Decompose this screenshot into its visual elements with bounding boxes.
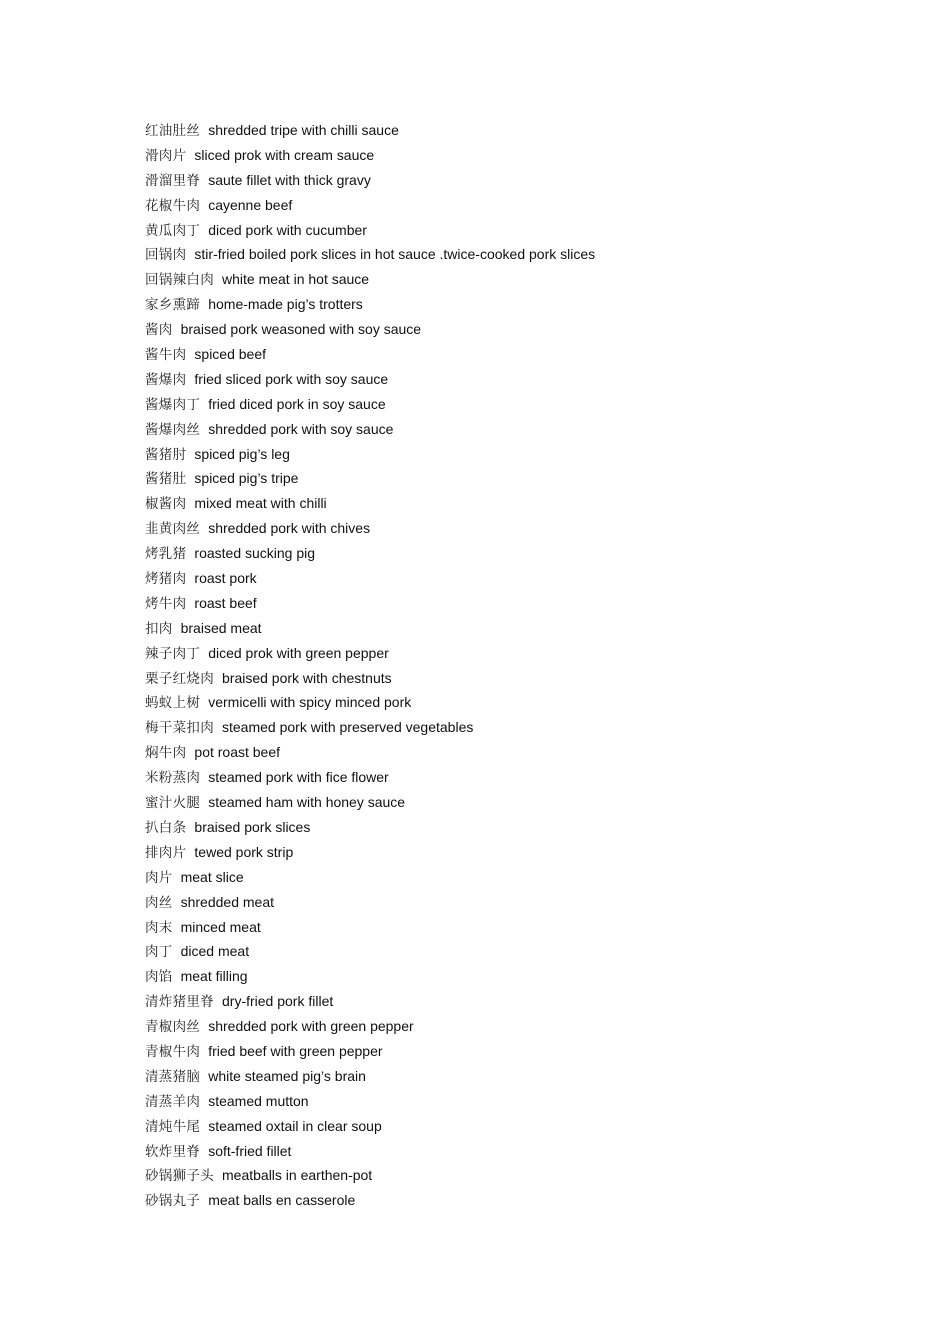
chinese-term: 清炖牛尾 — [145, 1118, 201, 1135]
chinese-term: 辣子肉丁 — [145, 645, 201, 662]
glossary-entry — [145, 143, 595, 168]
chinese-term: 滑溜里脊 — [145, 172, 201, 189]
english-translation: vermicelli with spicy minced pork — [208, 694, 412, 711]
english-translation: braised pork with chestnuts — [222, 669, 392, 686]
chinese-term: 排肉片 — [145, 844, 187, 861]
glossary-entry — [145, 964, 595, 989]
english-translation: roasted sucking pig — [194, 545, 316, 562]
english-translation: shredded pork with green pepper — [208, 1018, 414, 1035]
english-translation: soft-fried fillet — [208, 1142, 292, 1159]
glossary-entry — [145, 1163, 595, 1188]
chinese-term: 酱肉 — [145, 322, 173, 339]
glossary-entry — [145, 1064, 595, 1089]
chinese-term: 韭黄肉丝 — [145, 521, 201, 538]
glossary-entry — [145, 317, 595, 342]
english-translation: pot roast beef — [194, 744, 281, 761]
chinese-term: 回锅肉 — [145, 247, 187, 264]
chinese-term: 烤乳猪 — [145, 546, 187, 563]
chinese-term: 清蒸猪脑 — [145, 1068, 201, 1085]
chinese-term: 扣肉 — [145, 620, 173, 637]
glossary-entry — [145, 218, 595, 243]
chinese-term: 烤牛肉 — [145, 595, 187, 612]
english-translation: white steamed pig’s brain — [208, 1067, 366, 1084]
glossary-entry — [145, 267, 595, 292]
chinese-term: 椒酱肉 — [145, 496, 187, 513]
glossary-entry — [145, 1188, 595, 1213]
english-translation: fried beef with green pepper — [208, 1042, 383, 1059]
english-translation: white meat in hot sauce — [222, 271, 370, 288]
english-translation: home-made pig’s trotters — [208, 296, 363, 313]
chinese-term: 肉馅 — [145, 969, 173, 986]
english-translation: diced prok with green pepper — [208, 644, 389, 661]
glossary-entry — [145, 566, 595, 591]
chinese-term: 黄瓜肉丁 — [145, 222, 201, 239]
chinese-term: 扒白条 — [145, 819, 187, 836]
glossary-entry — [145, 193, 595, 218]
chinese-term: 梅干菜扣肉 — [145, 720, 214, 737]
english-translation: mixed meat with chilli — [194, 495, 327, 512]
glossary-entry — [145, 392, 595, 417]
chinese-term: 砂锅丸子 — [145, 1193, 201, 1210]
glossary-entry — [145, 641, 595, 666]
english-translation: steamed mutton — [208, 1092, 309, 1109]
english-translation: cayenne beef — [208, 196, 293, 213]
glossary-entry — [145, 118, 595, 143]
english-translation: steamed oxtail in clear soup — [208, 1117, 382, 1134]
english-translation: shredded pork with chives — [208, 520, 371, 537]
glossary-entry — [145, 915, 595, 940]
english-translation: sliced prok with cream sauce — [194, 146, 375, 163]
chinese-term: 酱爆肉 — [145, 371, 187, 388]
english-translation: meat slice — [180, 868, 244, 885]
chinese-term: 酱爆肉丁 — [145, 396, 201, 413]
chinese-term: 滑肉片 — [145, 147, 187, 164]
chinese-term: 酱爆肉丝 — [145, 421, 201, 438]
chinese-term: 肉片 — [145, 869, 173, 886]
glossary-entry — [145, 790, 595, 815]
english-translation: dry-fried pork fillet — [222, 993, 334, 1010]
english-translation: roast beef — [194, 594, 257, 611]
glossary-list — [145, 118, 595, 1213]
english-translation: diced meat — [180, 943, 250, 960]
english-translation: meat filling — [180, 968, 248, 985]
english-translation: diced pork with cucumber — [208, 221, 367, 238]
glossary-entry — [145, 890, 595, 915]
chinese-term: 栗子红烧肉 — [145, 670, 214, 687]
chinese-term: 烤猪肉 — [145, 571, 187, 588]
english-translation: fried sliced pork with soy sauce — [194, 370, 389, 387]
glossary-entry — [145, 292, 595, 317]
glossary-entry — [145, 1089, 595, 1114]
chinese-term: 清蒸羊肉 — [145, 1093, 201, 1110]
english-translation: spiced beef — [194, 346, 267, 363]
chinese-term: 肉丝 — [145, 894, 173, 911]
english-translation: braised pork slices — [194, 818, 311, 835]
chinese-term: 花椒牛肉 — [145, 197, 201, 214]
glossary-entry — [145, 989, 595, 1014]
glossary-entry — [145, 1039, 595, 1064]
chinese-term: 肉末 — [145, 919, 173, 936]
chinese-term: 米粉蒸肉 — [145, 770, 201, 787]
chinese-term: 家乡熏蹄 — [145, 297, 201, 314]
glossary-entry — [145, 715, 595, 740]
english-translation: fried diced pork in soy sauce — [208, 395, 386, 412]
english-translation: braised pork weasoned with soy sauce — [180, 321, 422, 338]
english-translation: steamed pork with preserved vegetables — [222, 719, 474, 736]
english-translation: meat balls en casserole — [208, 1192, 356, 1209]
glossary-entry — [145, 342, 595, 367]
chinese-term: 清炸猪里脊 — [145, 994, 214, 1011]
glossary-entry — [145, 865, 595, 890]
glossary-entry — [145, 690, 595, 715]
english-translation: tewed pork strip — [194, 843, 294, 860]
english-translation: meatballs in earthen-pot — [222, 1167, 373, 1184]
chinese-term: 青椒牛肉 — [145, 1043, 201, 1060]
glossary-entry — [145, 1014, 595, 1039]
english-translation: shredded pork with soy sauce — [208, 420, 394, 437]
glossary-entry — [145, 442, 595, 467]
chinese-term: 酱牛肉 — [145, 347, 187, 364]
english-translation: braised meat — [180, 619, 262, 636]
english-translation: roast pork — [194, 570, 257, 587]
english-translation: stir-fried boiled pork slices in hot sauce .twice-cooked pork slices — [194, 246, 596, 263]
english-translation: spiced pig’s tripe — [194, 470, 299, 487]
english-translation: shredded meat — [180, 893, 275, 910]
english-translation: spiced pig’s leg — [194, 445, 290, 462]
glossary-entry — [145, 516, 595, 541]
chinese-term: 红油肚丝 — [145, 123, 201, 139]
glossary-entry — [145, 367, 595, 392]
chinese-term: 酱猪肘 — [145, 446, 187, 463]
english-translation: minced meat — [180, 918, 261, 935]
english-translation: steamed pork with fice flower — [208, 769, 389, 786]
english-translation: shredded tripe with chilli sauce — [208, 122, 399, 138]
chinese-term: 砂锅狮子头 — [145, 1168, 214, 1185]
glossary-entry — [145, 666, 595, 691]
glossary-entry — [145, 466, 595, 491]
chinese-term: 蚂蚁上树 — [145, 695, 201, 712]
chinese-term: 肉丁 — [145, 944, 173, 961]
glossary-entry — [145, 591, 595, 616]
chinese-term: 焖牛肉 — [145, 745, 187, 762]
chinese-term: 青椒肉丝 — [145, 1019, 201, 1036]
chinese-term: 蜜汁火腿 — [145, 795, 201, 812]
glossary-entry — [145, 417, 595, 442]
glossary-entry — [145, 242, 595, 267]
glossary-entry — [145, 740, 595, 765]
chinese-term: 回锅辣白肉 — [145, 272, 214, 289]
english-translation: steamed ham with honey sauce — [208, 794, 406, 811]
glossary-entry — [145, 815, 595, 840]
glossary-entry — [145, 168, 595, 193]
glossary-entry — [145, 840, 595, 865]
glossary-entry — [145, 541, 595, 566]
glossary-entry — [145, 765, 595, 790]
chinese-term: 酱猪肚 — [145, 471, 187, 488]
glossary-entry — [145, 491, 595, 516]
glossary-entry — [145, 616, 595, 641]
chinese-term: 软炸里脊 — [145, 1143, 201, 1160]
glossary-entry — [145, 1139, 595, 1164]
glossary-entry — [145, 1114, 595, 1139]
english-translation: saute fillet with thick gravy — [208, 171, 371, 188]
glossary-entry — [145, 939, 595, 964]
